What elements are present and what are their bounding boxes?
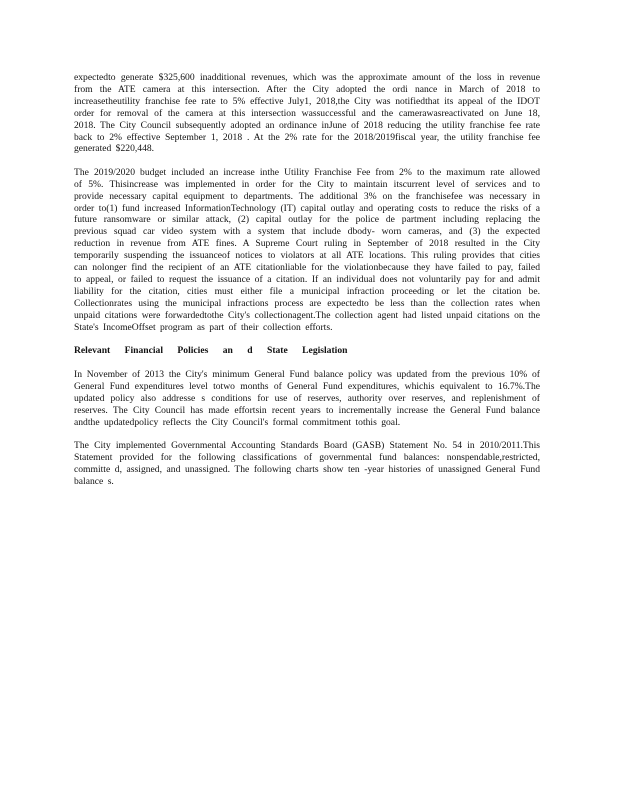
paragraph-fund-balance-policy: In November of 2013 the City's minimum General Fund balance policy was updated from the previous 10% of General Fund expenditures level totwo months of General Fund expenditures, whichis equivalent to 16.7%.The updated policy also addresse s conditions for use of reserves, authority over reserves, and replenishment of reserves. The City Council has made effortsin recent years to incrementally increase the General Fund balance andthe updatedpolicy reflects the City Council's formal commitment tothis goal. [74,368,540,428]
paragraph-gasb-statement: The City implemented Governmental Accounting Standards Board (GASB) Statement No. 54 in 2010/2011.This Statement provided for the following classifications of governmental fund balances: nonspendable,restricted, committe d, assigned, and unassigned. The following charts show ten -year histories of unassigned General Fund balance s. [74,439,540,487]
section-heading: Relevant Financial Policies an d State Legislation [74,345,348,357]
document-body [74,72,540,499]
paragraph-budget-2019-2020: The 2019/2020 budget included an increase inthe Utility Franchise Fee from 2% to the maximum rate allowed of 5%. Thisincrease was implemented in order for the City to maintain itscurrent level of services and to provide necessary capital equipment to departments. The additional 3% on the franchisefee was necessary in order to(1) fund increased InformationTechnology (IT) capital outlay and operating costs to reduce the risks of a future ransomware or similar attack, (2) capital outlay for the police de partment including replacing the previous squad car video system with a system that include dbody- worn cameras, and (3) the expected reduction in revenue from ATE fines. A Supreme Court ruling in September of 2018 resulted in the City temporarily suspending the issuanceof notices to violators at all ATE locations. This ruling provides that cities can nolonger find the recipient of an ATE citationliable for the violationbecause they have failed to pay, failed to appeal, or failed to request the issuance of a citation. If an individual does not voluntarily pay for and admit liability for the citation, cities must either file a municipal infraction proceeding or let the citation be. Collectionrates using the municipal infractions process are expectedto be less than the collection rates when unpaid citations were forwardedtothe City's collectionagent.The collection agent had listed unpaid citations on the State's IncomeOffset program as part of their collection efforts. [74,166,540,333]
paragraph-utility-fee-history: expectedto generate $325,600 inadditional revenues, which was the approximate amount of the loss in revenue from the ATE camera at this intersection. After the City adopted the ordi nance in March of 2018 to increasetheutility franchise fee rate to 5% effective July1, 2018,the City was notifiedthat its appeal of the IDOT order for removal of the camera at this intersection wassuccessful and the camerawasreactivated on June 18, 2018. The City Council subsequently adopted an ordinance inJune of 2018 reducing the utility franchise fee rate back to 2% effective September 1, 2018 . At the 2% rate for the 2018/2019fiscal year, the utility franchise fee generated $220,448. [74,72,540,155]
